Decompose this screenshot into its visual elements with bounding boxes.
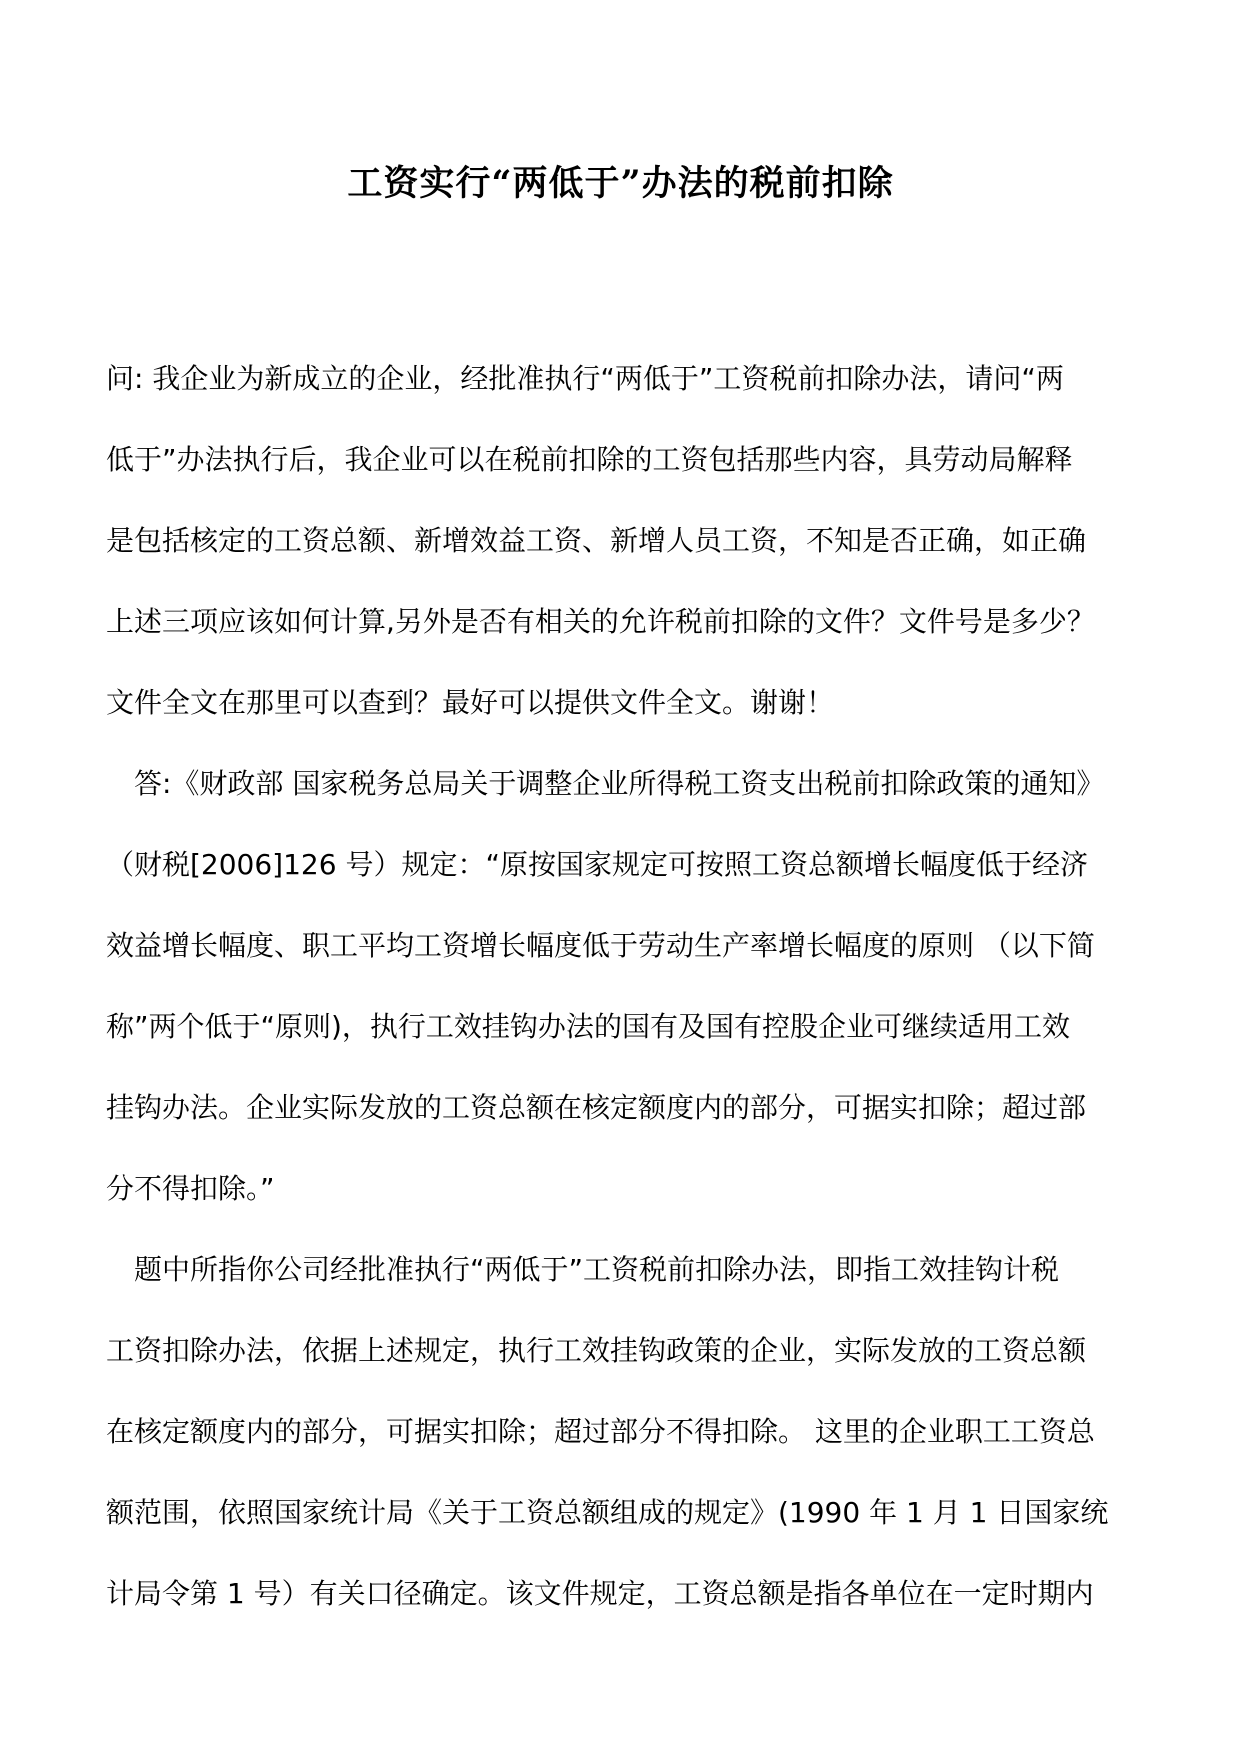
text-line: 答:《财政部 国家税务总局关于调整企业所得税工资支出税前扣除政策的通知》 xyxy=(134,767,1105,800)
question-paragraph xyxy=(106,338,1140,743)
text-line: 挂钩办法。企业实际发放的工资总额在核定额度内的部分，可据实扣除；超过部 xyxy=(106,1091,1087,1124)
text-line: 低于”办法执行后，我企业可以在税前扣除的工资包括那些内容，具劳动局解释 xyxy=(106,443,1073,476)
text-line: 分不得扣除。” xyxy=(106,1172,275,1205)
text-line: 题中所指你公司经批准执行“两低于”工资税前扣除办法，即指工效挂钩计税 xyxy=(134,1253,1060,1286)
text-line: 上述三项应该如何计算,另外是否有相关的允许税前扣除的文件？文件号是多少？ xyxy=(106,605,1095,638)
text-line: 文件全文在那里可以查到？最好可以提供文件全文。谢谢！ xyxy=(106,686,835,719)
text-line: 在核定额度内的部分，可据实扣除；超过部分不得扣除。 这里的企业职工工资总 xyxy=(106,1415,1095,1448)
document-title: 工资实行“两低于”办法的税前扣除 xyxy=(347,163,894,204)
text-line: 问: 我企业为新成立的企业，经批准执行“两低于”工资税前扣除办法，请问“两 xyxy=(106,362,1064,395)
explanation-paragraph xyxy=(106,1229,1140,1634)
text-line: 是包括核定的工资总额、新增效益工资、新增人员工资，不知是否正确，如正确 xyxy=(106,524,1087,557)
text-line: 效益增长幅度、职工平均工资增长幅度低于劳动生产率增长幅度的原则 （以下简 xyxy=(106,929,1095,962)
answer-paragraph xyxy=(106,743,1140,1229)
text-line: 称”两个低于“原则)，执行工效挂钩办法的国有及国有控股企业可继续适用工效 xyxy=(106,1010,1070,1043)
text-line: 额范围，依照国家统计局《关于工资总额组成的规定》(1990 年 1 月 1 日国家统 xyxy=(106,1496,1109,1529)
text-line: 计局令第 1 号）有关口径确定。该文件规定，工资总额是指各单位在一定时期内 xyxy=(106,1577,1094,1610)
text-line: 工资扣除办法，依据上述规定，执行工效挂钩政策的企业，实际发放的工资总额 xyxy=(106,1334,1087,1367)
text-line: （财税[2006]126 号）规定：“原按国家规定可按照工资总额增长幅度低于经济 xyxy=(106,848,1088,881)
document-body xyxy=(106,338,1140,1634)
